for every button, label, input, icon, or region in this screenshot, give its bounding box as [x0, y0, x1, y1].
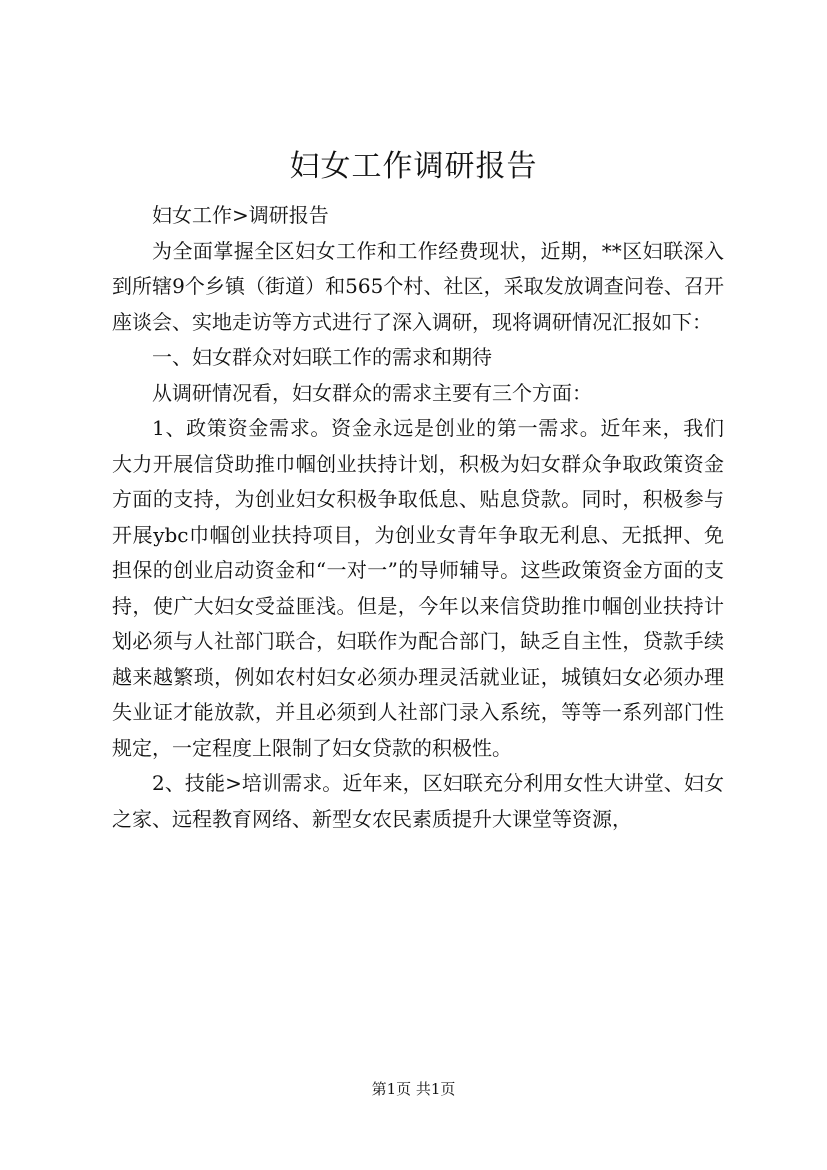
document-title: 妇女工作调研报告 — [289, 149, 538, 184]
paragraph-summary: 从调研情况看，妇女群众的需求主要有三个方面： — [152, 380, 592, 405]
paragraph-breadcrumb: 妇女工作>调研报告 — [152, 203, 329, 227]
page-number-label: 第1页 共1页 — [371, 1080, 456, 1098]
document-body — [112, 198, 724, 837]
paragraph-skills-training: 2、技能>培训需求。近年来，区妇联充分利用女性大讲堂、妇女之家、远程教育网络、新型女农民素质提升大课堂等资源， — [112, 771, 724, 831]
section-heading: 一、妇女群众对妇联工作的需求和期待 — [152, 345, 492, 369]
paragraph-intro: 为全面掌握全区妇女工作和工作经费现状，近期，**区妇联深入到所辖9个乡镇（街道）和565个村、社区，采取发放调查问卷、召开座谈会、实地走访等方式进行了深入调研，现将调研情况汇报如下： — [112, 238, 724, 334]
page-footer — [0, 1079, 827, 1099]
paragraph-policy-funding: 1、政策资金需求。资金永远是创业的第一需求。近年来，我们大力开展信贷助推巾帼创业扶持计划，积极为妇女群众争取政策资金方面的支持，为创业妇女积极争取低息、贴息贷款。同时，积极参与开展ybc巾帼创业扶持项目，为创业女青年争取无利息、无抵押、免担保的创业启动资金和“一对一”的导师辅导。这些政策资金方面的支持，使广大妇女受益匪浅。但是，今年以来信贷助推巾帼创业扶持计划必须与人社部门联合，妇联作为配合部门，缺乏自主性，贷款手续越来越繁琐，例如农村妇女必须办理灵活就业证，城镇妇女必须办理失业证才能放款，并且必须到人社部门录入系统，等等一系列部门性规定，一定程度上限制了妇女贷款的积极性。 — [112, 416, 724, 760]
